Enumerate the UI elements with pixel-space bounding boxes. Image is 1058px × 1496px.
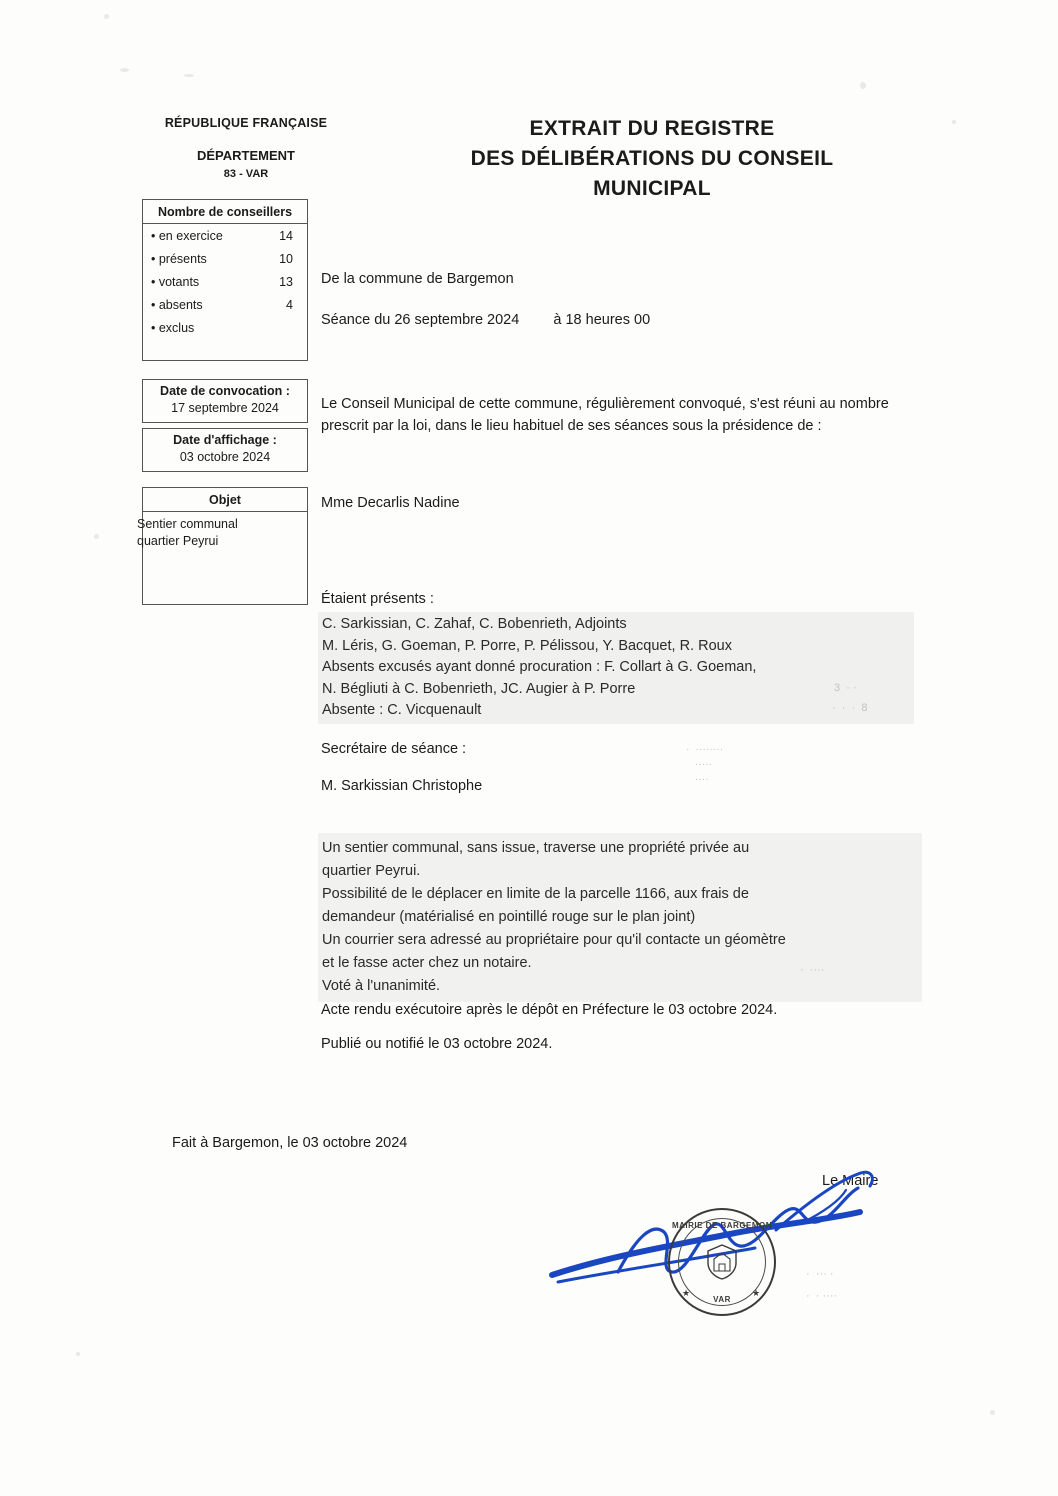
table-row xyxy=(143,293,307,316)
presents-line: C. Sarkissian, C. Zahaf, C. Bobenrieth, Adjoints xyxy=(322,616,627,632)
secretary-name: M. Sarkissian Christophe xyxy=(321,778,483,794)
seance-line xyxy=(321,309,650,331)
objet-line-2: quartier Peyrui xyxy=(137,534,219,548)
affichage-date-box xyxy=(142,428,308,472)
deliberation-line: Possibilité de le déplacer en limite de la parcelle 1166, aux frais de xyxy=(322,886,749,902)
presents-line: M. Léris, G. Goeman, P. Porre, P. Pélissou, Y. Bacquet, R. Roux xyxy=(322,637,732,654)
presents-line: N. Bégliuti à C. Bobenrieth, JC. Augier à P. Porre xyxy=(322,680,636,697)
deliberation-line: et le fasse acter chez un notaire. xyxy=(322,955,532,971)
convocation-date-value: 17 septembre 2024 xyxy=(171,401,279,415)
deliberation-line: quartier Peyrui. xyxy=(322,863,421,879)
department-name: 83 - VAR xyxy=(223,168,269,180)
presents-line: Absents excusés ayant donné procuration : F. Collart à G. Goeman, xyxy=(322,659,757,675)
stamp-stars-icon xyxy=(668,1208,772,1312)
deliberation-block xyxy=(318,833,922,1002)
table-row xyxy=(143,224,307,247)
title-line-2: DES DÉLIBÉRATIONS DU CONSEIL xyxy=(470,147,834,170)
department-label: DÉPARTEMENT xyxy=(197,148,295,163)
scan-artefact: · ···· xyxy=(800,964,825,976)
table-row xyxy=(143,270,307,293)
acte-executoire-line: Acte rendu exécutoire après le dépôt en Préfecture le 03 octobre 2024. xyxy=(321,1002,778,1018)
commune-line: De la commune de Bargemon xyxy=(321,271,514,287)
objet-box-title: Objet xyxy=(209,493,241,507)
councillors-row-value: 10 xyxy=(279,252,293,266)
scan-artefact: · ··· · xyxy=(806,1268,834,1280)
affichage-date-label: Date d'affichage : xyxy=(173,433,277,447)
councillors-row-value: 13 xyxy=(279,275,293,289)
scan-artefact: · · · 8 xyxy=(832,702,868,714)
republic-label: RÉPUBLIQUE FRANÇAISE xyxy=(164,116,328,130)
deliberation-line: Un sentier communal, sans issue, traverse une propriété privée au xyxy=(322,840,750,856)
table-row xyxy=(143,316,307,339)
councillors-row-label: • votants xyxy=(151,275,199,289)
councillors-box xyxy=(142,199,308,361)
affichage-date-value: 03 octobre 2024 xyxy=(179,450,271,464)
convocation-date-label: Date de convocation : xyxy=(160,384,290,398)
svg-text:★: ★ xyxy=(752,1288,761,1298)
seance-date: Séance du 26 septembre 2024 xyxy=(321,312,520,328)
scan-artefact: 3 · · xyxy=(834,682,857,694)
intro-paragraph: Le Conseil Municipal de cette commune, régulièrement convoqué, s'est réuni au nombre prescrit par la loi, dans le lieu habituel de ses séances sous la présidence de : xyxy=(321,396,889,434)
svg-text:★: ★ xyxy=(682,1288,691,1298)
councillors-row-label: • présents xyxy=(151,252,207,266)
councillors-box-title: Nombre de conseillers xyxy=(157,205,293,219)
scan-artefact: · ········ ····· ···· xyxy=(686,743,724,785)
deliberation-line: demandeur (matérialisé en pointillé rouge sur le plan joint) xyxy=(322,909,696,925)
seance-time: à 18 heures 00 xyxy=(553,312,651,328)
councillors-row-value: 4 xyxy=(286,298,293,312)
presents-line: Absente : C. Vicquenault xyxy=(322,702,482,718)
deliberation-line: Voté à l'unanimité. xyxy=(322,978,441,994)
secretary-label: Secrétaire de séance : xyxy=(321,741,467,757)
official-stamp xyxy=(668,1208,776,1316)
title-line-1: EXTRAIT DU REGISTRE xyxy=(529,117,775,140)
le-maire-label: Le Maire xyxy=(822,1173,879,1189)
objet-text xyxy=(137,512,307,550)
scan-artefact: · · ···· xyxy=(806,1290,838,1302)
page-title xyxy=(352,114,952,204)
objet-line-1: Sentier communal xyxy=(137,517,238,531)
deliberation-line: Un courrier sera adressé au propriétaire pour qu'il contacte un géomètre xyxy=(322,932,786,948)
convocation-date-box xyxy=(142,379,308,423)
councillors-row-value: 14 xyxy=(279,229,293,243)
councillors-row-label: • en exercice xyxy=(151,229,223,243)
stamp-bottom-text: VAR xyxy=(713,1295,731,1304)
stamp-top-text: MAIRIE DE BARGEMON xyxy=(671,1221,773,1230)
councillors-row-label: • absents xyxy=(151,298,203,312)
title-line-3: MUNICIPAL xyxy=(593,177,711,200)
publie-line: Publié ou notifié le 03 octobre 2024. xyxy=(321,1036,553,1052)
objet-box xyxy=(137,487,308,605)
fait-a-line: Fait à Bargemon, le 03 octobre 2024 xyxy=(172,1135,408,1151)
councillors-row-label: • exclus xyxy=(151,321,194,335)
president-name: Mme Decarlis Nadine xyxy=(321,495,460,511)
presents-block xyxy=(318,612,914,724)
signature-area xyxy=(540,1160,960,1340)
table-row xyxy=(143,247,307,270)
presents-label: Étaient présents : xyxy=(321,591,434,607)
